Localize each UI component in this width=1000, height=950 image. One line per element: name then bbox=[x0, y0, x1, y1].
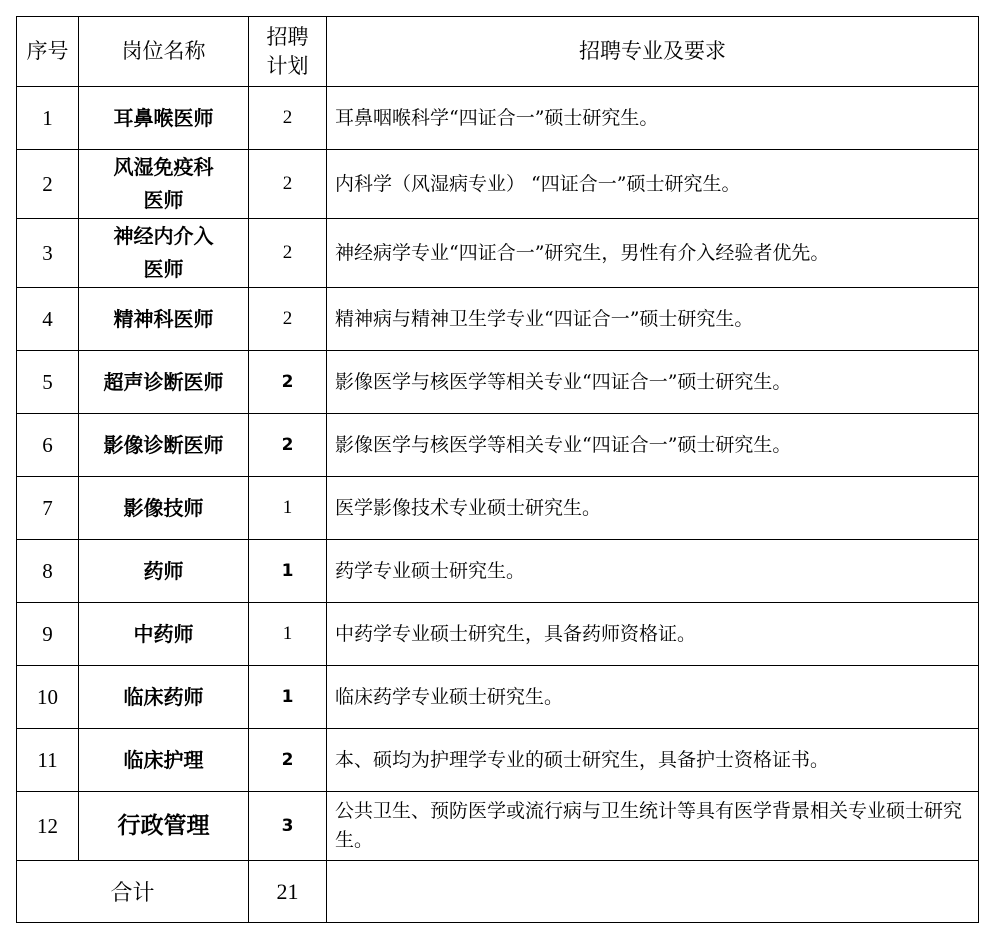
table-row bbox=[17, 150, 979, 219]
row-count: 2 bbox=[249, 87, 327, 150]
header-row bbox=[17, 17, 979, 87]
table-row bbox=[17, 351, 979, 414]
header-position: 岗位名称 bbox=[79, 17, 249, 87]
table-row bbox=[17, 792, 979, 861]
total-value: 21 bbox=[249, 861, 327, 923]
row-count: 2 bbox=[249, 351, 327, 414]
row-count: 2 bbox=[249, 729, 327, 792]
row-requirement: 本、硕均为护理学专业的硕士研究生，具备护士资格证书。 bbox=[327, 729, 979, 792]
row-requirement: 中药学专业硕士研究生，具备药师资格证。 bbox=[327, 603, 979, 666]
row-count: 2 bbox=[249, 414, 327, 477]
header-plan: 招聘计划 bbox=[249, 17, 327, 87]
row-seq: 1 bbox=[17, 87, 79, 150]
table-row bbox=[17, 540, 979, 603]
row-count: 1 bbox=[249, 540, 327, 603]
row-requirement: 医学影像技术专业硕士研究生。 bbox=[327, 477, 979, 540]
row-seq: 11 bbox=[17, 729, 79, 792]
table-row bbox=[17, 414, 979, 477]
table-row bbox=[17, 603, 979, 666]
row-requirement: 影像医学与核医学等相关专业“四证合一”硕士研究生。 bbox=[327, 351, 979, 414]
row-requirement: 临床药学专业硕士研究生。 bbox=[327, 666, 979, 729]
row-position: 临床护理 bbox=[79, 729, 249, 792]
row-seq: 2 bbox=[17, 150, 79, 219]
total-row bbox=[17, 861, 979, 923]
row-requirement: 药学专业硕士研究生。 bbox=[327, 540, 979, 603]
table-row bbox=[17, 288, 979, 351]
table-row bbox=[17, 477, 979, 540]
recruitment-table bbox=[16, 16, 979, 923]
row-count: 1 bbox=[249, 477, 327, 540]
row-requirement: 影像医学与核医学等相关专业“四证合一”硕士研究生。 bbox=[327, 414, 979, 477]
table-row bbox=[17, 729, 979, 792]
row-seq: 8 bbox=[17, 540, 79, 603]
row-count: 2 bbox=[249, 288, 327, 351]
row-requirement: 内科学（风湿病专业） “四证合一”硕士研究生。 bbox=[327, 150, 979, 219]
row-seq: 12 bbox=[17, 792, 79, 861]
row-position: 中药师 bbox=[79, 603, 249, 666]
total-label: 合计 bbox=[17, 861, 249, 923]
row-count: 1 bbox=[249, 666, 327, 729]
row-requirement: 耳鼻咽喉科学“四证合一”硕士研究生。 bbox=[327, 87, 979, 150]
header-requirement: 招聘专业及要求 bbox=[327, 17, 979, 87]
row-count: 1 bbox=[249, 603, 327, 666]
row-requirement: 公共卫生、预防医学或流行病与卫生统计等具有医学背景相关专业硕士研究生。 bbox=[327, 792, 979, 861]
row-position: 临床药师 bbox=[79, 666, 249, 729]
row-count: 2 bbox=[249, 150, 327, 219]
row-seq: 9 bbox=[17, 603, 79, 666]
table-row bbox=[17, 87, 979, 150]
header-seq: 序号 bbox=[17, 17, 79, 87]
row-seq: 7 bbox=[17, 477, 79, 540]
row-position: 风湿免疫科医师 bbox=[79, 150, 249, 219]
row-position: 影像技师 bbox=[79, 477, 249, 540]
row-position: 神经内介入医师 bbox=[79, 219, 249, 288]
row-seq: 5 bbox=[17, 351, 79, 414]
row-count: 3 bbox=[249, 792, 327, 861]
table-row bbox=[17, 219, 979, 288]
row-count: 2 bbox=[249, 219, 327, 288]
row-requirement: 神经病学专业“四证合一”研究生，男性有介入经验者优先。 bbox=[327, 219, 979, 288]
row-position: 精神科医师 bbox=[79, 288, 249, 351]
row-seq: 6 bbox=[17, 414, 79, 477]
row-position: 耳鼻喉医师 bbox=[79, 87, 249, 150]
row-seq: 4 bbox=[17, 288, 79, 351]
row-position: 药师 bbox=[79, 540, 249, 603]
row-seq: 3 bbox=[17, 219, 79, 288]
row-position: 超声诊断医师 bbox=[79, 351, 249, 414]
row-position: 行政管理 bbox=[79, 792, 249, 861]
table-row bbox=[17, 666, 979, 729]
row-seq: 10 bbox=[17, 666, 79, 729]
row-position: 影像诊断医师 bbox=[79, 414, 249, 477]
total-requirement bbox=[327, 861, 979, 923]
row-requirement: 精神病与精神卫生学专业“四证合一”硕士研究生。 bbox=[327, 288, 979, 351]
